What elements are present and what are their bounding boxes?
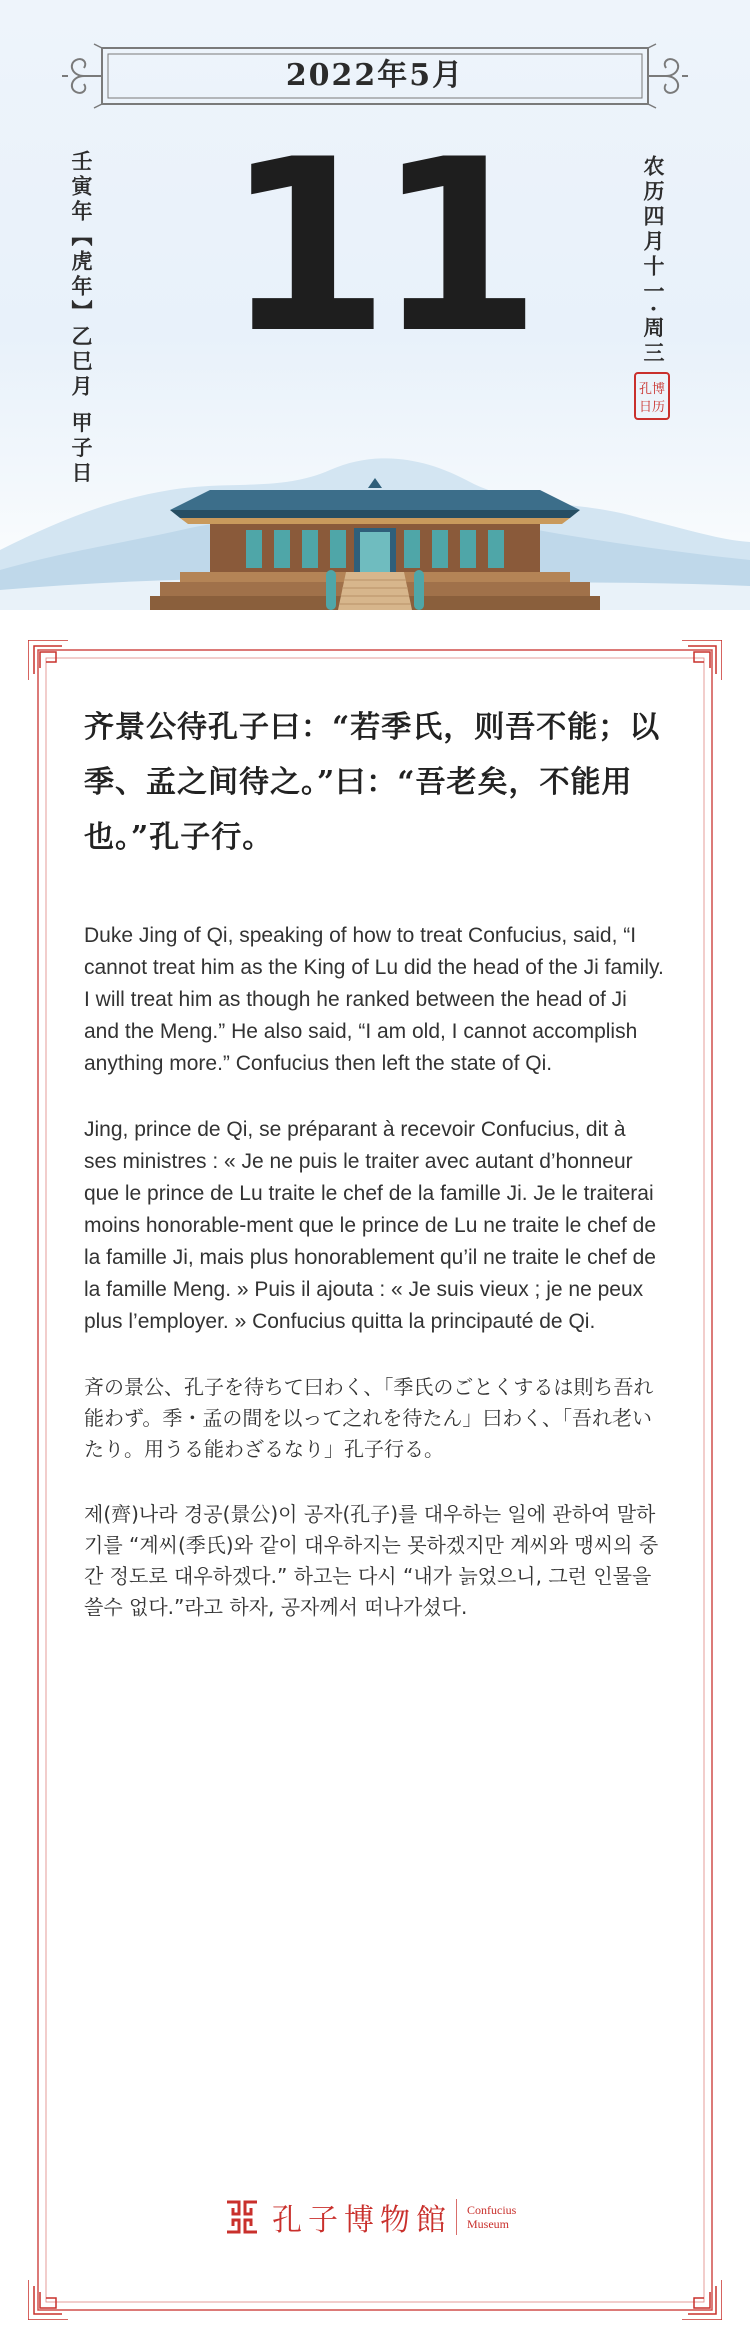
red-seal-icon — [634, 372, 670, 420]
french-translation: Jing, prince de Qi, se préparant à recevoir Confucius, dit à ses ministres : « Je ne puis le traiter avec autant d’honneur que le prince de Lu traite le chef de la famille Ji. Je le traiterai moins honorable-ment que le prince de Lu ne traite le chef de la famille Ji, mais plus honorablement qu’il ne traite le chef de la famille Meng. » Puis il ajouta : « Je suis vieux ; je ne peux plus l’employer. » Confucius quitta la principauté de Qi. — [84, 1118, 657, 1333]
calendar-header — [0, 0, 750, 610]
article-content — [84, 700, 664, 1657]
content-card — [28, 640, 722, 2320]
svg-text:孔博: 孔博 — [638, 382, 666, 397]
museum-logo — [28, 2192, 722, 2242]
day-number: 11 — [224, 109, 528, 386]
date-title-frame — [62, 42, 688, 110]
museum-emblem-icon — [224, 2199, 260, 2235]
japanese-translation: 斉の景公、孔子を待ちて曰わく、「季氏のごとくするは則ち吾れ能わず。季・孟の間を以って之れを待たん」曰わく、「吾れ老いたり。用うる能わざるなり」孔子行る。 — [84, 1375, 654, 1461]
svg-text:日历: 日历 — [638, 400, 666, 415]
museum-name-english: Confucius Museum — [467, 2203, 517, 2231]
month-title: 2022年5月 — [285, 58, 465, 93]
lunar-date-text: 农历四月十一·周三 — [641, 155, 666, 367]
museum-name-chinese: 孔子博物館 — [272, 2203, 452, 2238]
logo-divider — [456, 2199, 457, 2235]
korean-translation: 제(齊)나라 경공(景公)이 공자(孔子)를 대우하는 일에 관하여 말하기를 “계씨(季氏)와 같이 대우하지는 못하겠지만 계씨와 맹씨의 중간 정도로 대우하겠다.” 하고는 다시 “내가 늙었으니, 그런 인물을 쓸수 없다.”라고 하자, 공자께서 떠나가셨다. — [84, 1502, 659, 1619]
english-translation: Duke Jing of Qi, speaking of how to treat Confucius, said, “I cannot treat him as the King of Lu did the head of the Ji family. I will treat him as though he ranked between the head of Ji and the Meng.” He also said, “I am old, I cannot accomplish anything more.” Confucius then left the state of Qi. — [84, 924, 664, 1075]
ganzhi-text: 壬寅年【虎年】乙巳月 甲子日 — [69, 150, 94, 487]
classical-chinese-quote: 齐景公待孔子曰：“若季氏，则吾不能；以季、孟之间待之。”曰：“吾老矣，不能用也。”孔子行。 — [84, 710, 661, 855]
palace-illustration — [150, 470, 600, 610]
